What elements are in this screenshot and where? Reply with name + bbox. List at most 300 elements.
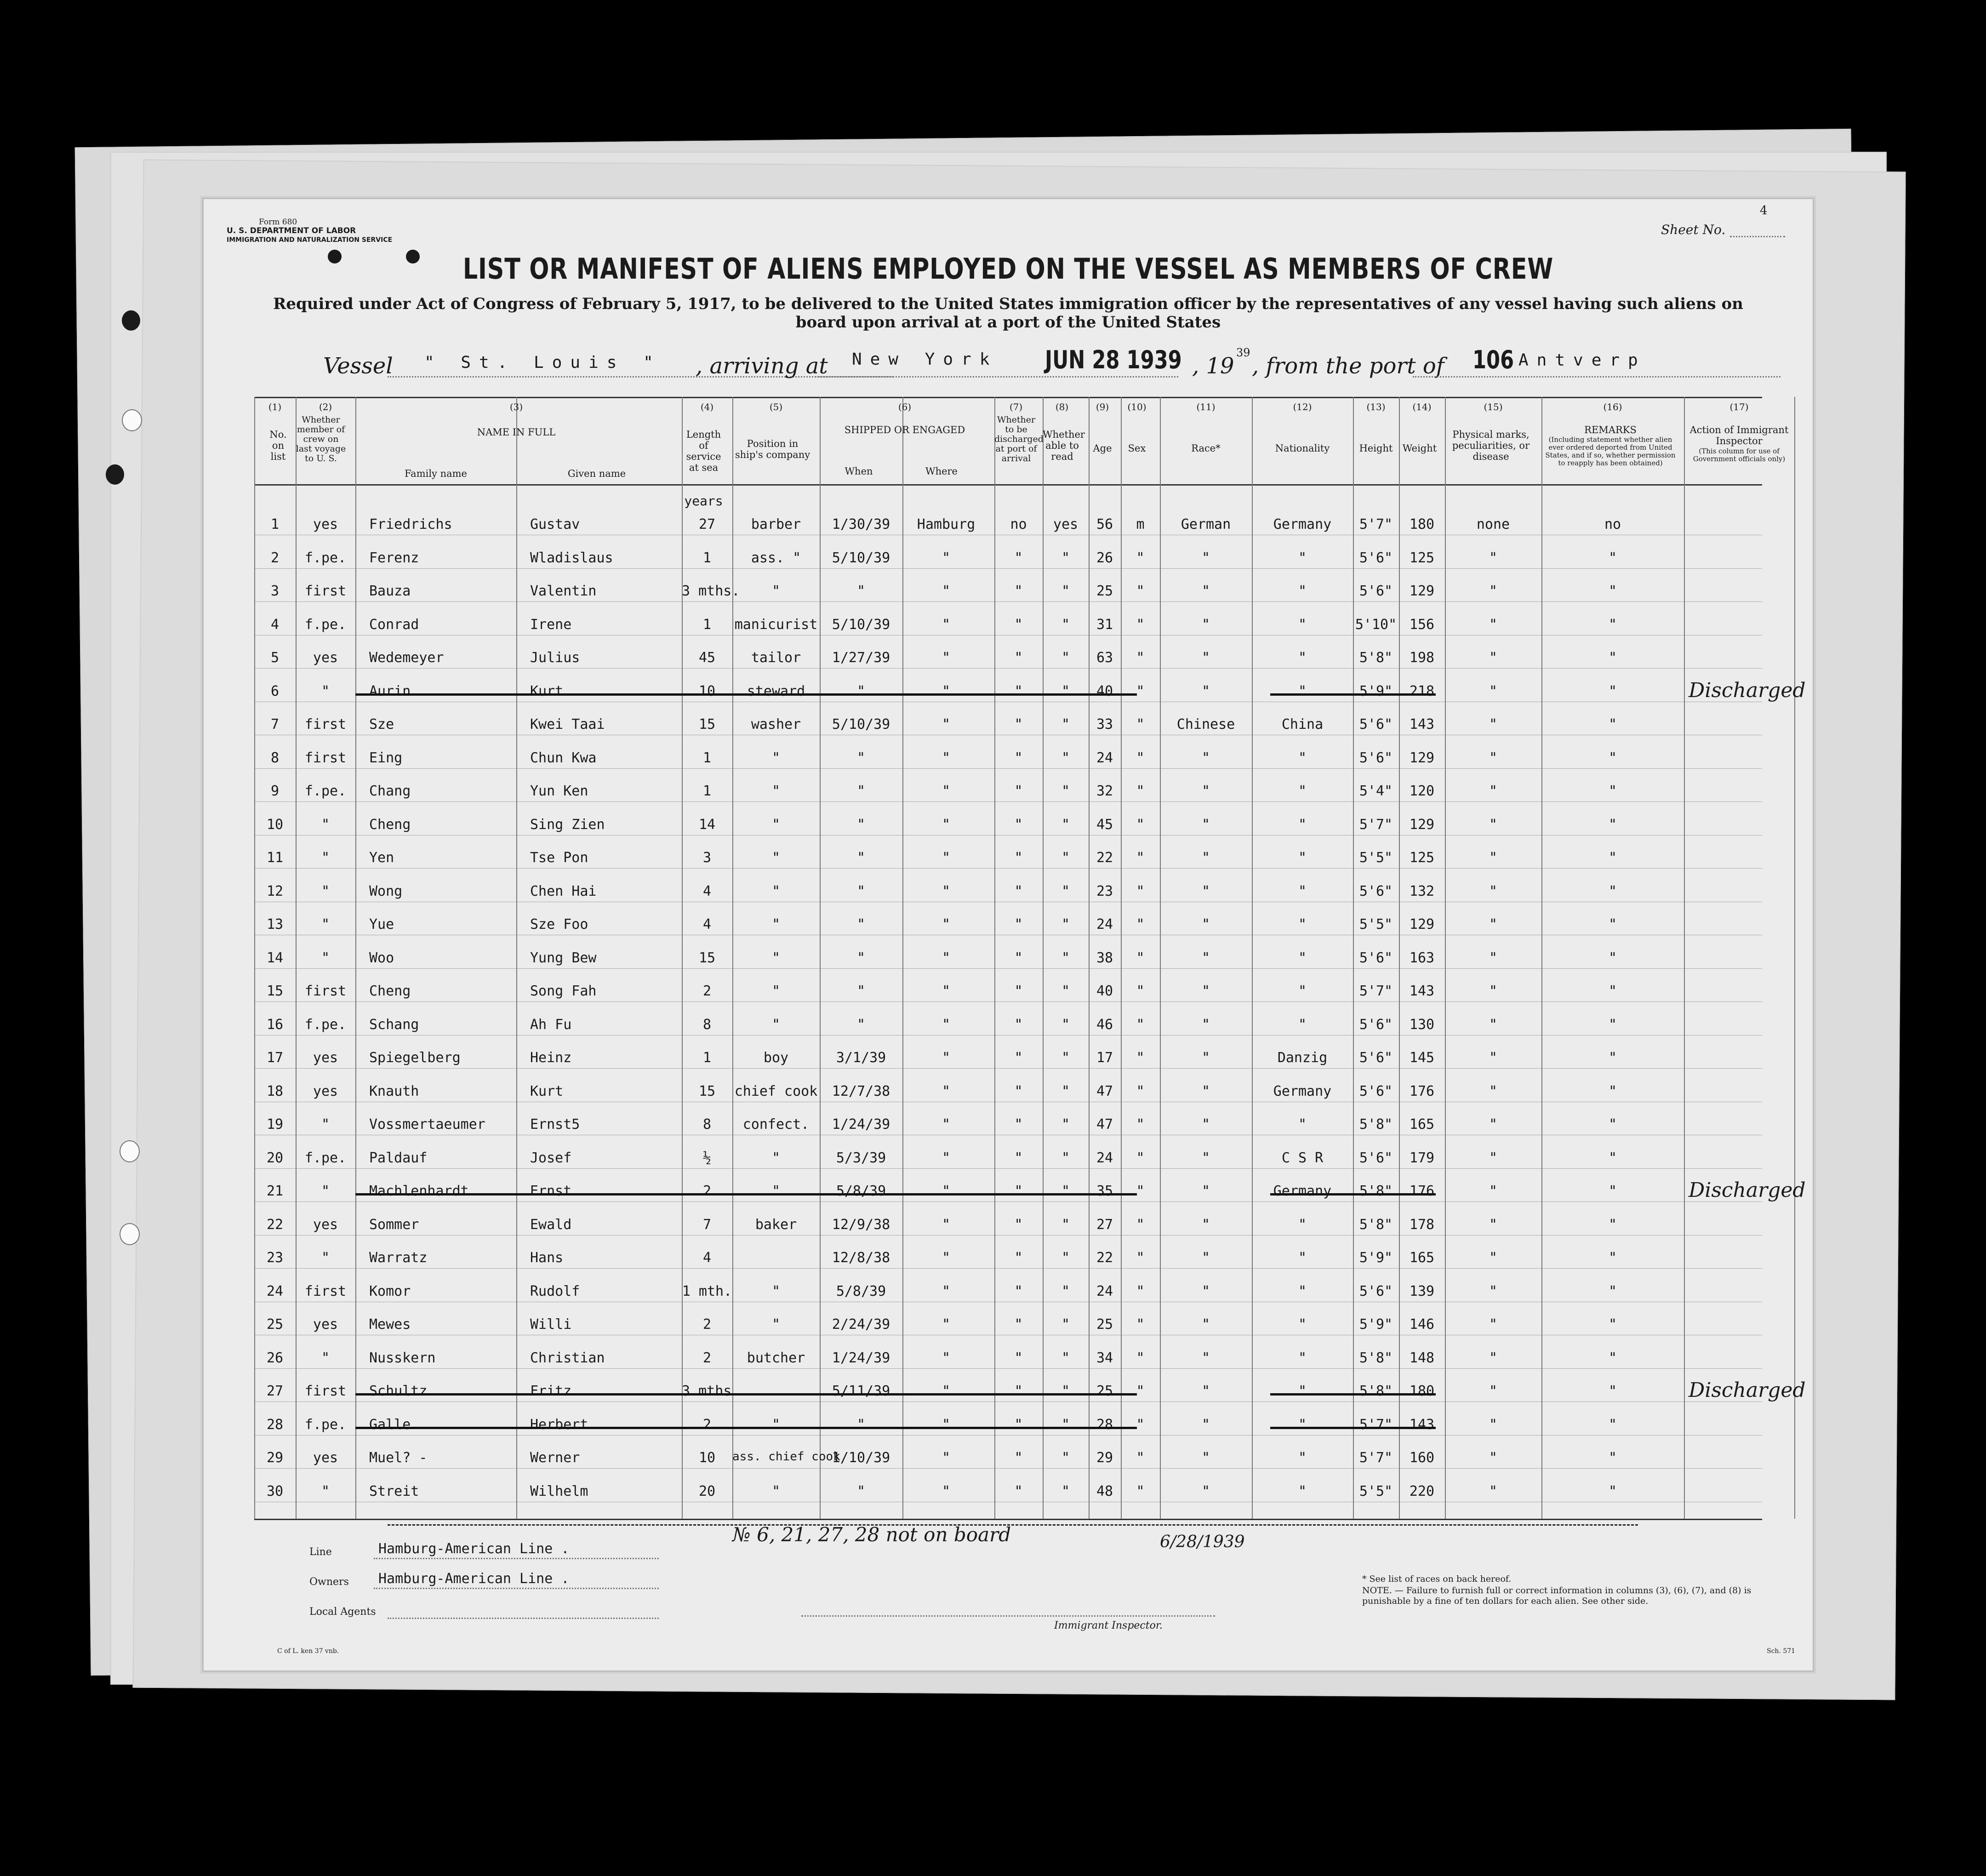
cell-when: 5/3/39	[836, 1150, 886, 1166]
cell-no: 9	[270, 783, 280, 799]
cell-no: 23	[266, 1250, 284, 1266]
cell-nat: "	[1298, 1450, 1307, 1466]
vessel-label: Vessel	[323, 353, 393, 379]
cell-race: "	[1201, 749, 1210, 766]
cell-no: 2	[270, 549, 280, 566]
cell-giv: Kurt	[530, 1083, 564, 1099]
cell-age: 25	[1096, 1316, 1113, 1333]
column-number: (17)	[1729, 401, 1749, 412]
column-number: (4)	[700, 401, 714, 412]
cell-when: 3/1/39	[836, 1050, 886, 1066]
cell-giv: Josef	[530, 1150, 572, 1166]
cell-read: "	[1061, 850, 1070, 866]
cell-sex: "	[1136, 1150, 1145, 1166]
cell-dis: "	[1014, 1283, 1023, 1299]
cell-ht: 5'6"	[1359, 583, 1393, 599]
header-shipped-or-engaged: SHIPPED OR ENGAGED	[844, 424, 965, 435]
header-given-name: Given name	[567, 468, 626, 479]
cell-pos: baker	[755, 1216, 797, 1233]
cell-sex: "	[1136, 1350, 1145, 1366]
cell-where: "	[942, 1383, 951, 1399]
cell-phys: "	[1489, 1116, 1498, 1132]
cell-phys: "	[1489, 1016, 1498, 1033]
cell-when: "	[856, 983, 866, 999]
cell-fam: Schang	[369, 1016, 419, 1033]
cell-where: "	[942, 1250, 951, 1266]
action-note: Discharged	[1689, 678, 1806, 702]
cell-m: first	[304, 1383, 347, 1399]
cell-race: "	[1201, 1016, 1210, 1033]
cell-wt: 165	[1409, 1116, 1435, 1132]
cell-fam: Woo	[369, 949, 394, 966]
local-agents-label: Local Agents	[309, 1606, 376, 1618]
cell-read: "	[1061, 1150, 1070, 1166]
cell-nat: "	[1298, 1316, 1307, 1333]
cell-rem: "	[1608, 1083, 1617, 1099]
cell-ht: 5'7"	[1359, 816, 1393, 833]
cell-phys: "	[1489, 783, 1498, 799]
cell-fam: Cheng	[369, 816, 411, 833]
cell-read: "	[1061, 650, 1070, 666]
strike-through	[355, 693, 1137, 696]
header-height: Height	[1359, 443, 1393, 454]
header-name-in-full: NAME IN FULL	[477, 427, 556, 438]
cell-age: 31	[1096, 616, 1113, 633]
cell-nat: C S R	[1281, 1150, 1324, 1166]
cell-svc: 2	[702, 1183, 712, 1199]
row-rule	[254, 1468, 1762, 1469]
column-number: (2)	[319, 401, 332, 412]
cell-sex: "	[1136, 1250, 1145, 1266]
column-number: (16)	[1603, 401, 1622, 412]
sheet-no-value: 4	[1760, 204, 1768, 217]
cell-nat: "	[1298, 1483, 1307, 1499]
cell-age: 28	[1096, 1416, 1113, 1433]
owners-value: Hamburg-American Line .	[378, 1571, 570, 1587]
header-remarks: REMARKS	[1584, 424, 1637, 435]
cell-nat: "	[1298, 1250, 1307, 1266]
inspector-label: Immigrant Inspector.	[1054, 1620, 1163, 1631]
cell-when: "	[856, 1016, 866, 1033]
cell-nat: "	[1298, 816, 1307, 833]
cell-nat: Germany	[1273, 516, 1332, 532]
cell-ht: 5'6"	[1359, 1050, 1393, 1066]
cell-no: 6	[270, 683, 280, 699]
column-number: (1)	[268, 401, 282, 412]
cell-read: "	[1061, 883, 1070, 899]
cell-phys: "	[1489, 883, 1498, 899]
cell-phys: "	[1489, 1216, 1498, 1233]
cell-dis: "	[1014, 1116, 1023, 1132]
cell-phys: "	[1489, 1250, 1498, 1266]
cell-dis: "	[1014, 683, 1023, 699]
cell-age: 35	[1096, 1183, 1113, 1199]
cell-sex: "	[1136, 683, 1145, 699]
cell-pos: "	[771, 949, 781, 966]
cell-fam: Chang	[369, 783, 411, 799]
cell-giv: Sing Zien	[530, 816, 605, 833]
cell-race: "	[1201, 549, 1210, 566]
cell-dis: "	[1014, 1016, 1023, 1033]
cell-svc: 2	[702, 1316, 712, 1333]
cell-giv: Song Fah	[530, 983, 597, 999]
strike-through	[1270, 1193, 1436, 1195]
cell-when: 12/7/38	[832, 1083, 890, 1099]
cell-race: "	[1201, 1150, 1210, 1166]
cell-read: "	[1061, 1416, 1070, 1433]
sheet-no-label: Sheet No.	[1661, 222, 1726, 237]
cell-rem: "	[1608, 850, 1617, 866]
cell-sex: "	[1136, 1216, 1145, 1233]
cell-where: "	[942, 749, 951, 766]
cell-phys: "	[1489, 949, 1498, 966]
cell-age: 48	[1096, 1483, 1113, 1499]
cell-wt: 179	[1409, 1150, 1435, 1166]
cell-wt: 132	[1409, 883, 1435, 899]
cell-rem: "	[1608, 549, 1617, 566]
cell-rem: "	[1608, 583, 1617, 599]
cell-no: 4	[270, 616, 280, 633]
cell-read: "	[1061, 916, 1070, 932]
cell-svc: 2	[702, 983, 712, 999]
cell-where: "	[942, 949, 951, 966]
cell-pos: "	[771, 1416, 781, 1433]
row-rule	[254, 968, 1762, 969]
cell-pos: "	[771, 916, 781, 932]
binder-hole	[122, 409, 142, 431]
cell-fam: Warratz	[369, 1250, 428, 1266]
cell-race: "	[1201, 850, 1210, 866]
header-discharged: Whether to be discharged at port of arrival	[994, 415, 1044, 463]
cell-dis: "	[1014, 1383, 1023, 1399]
cell-nat: "	[1298, 883, 1307, 899]
cell-svc: 8	[702, 1016, 712, 1033]
cell-fam: Muel? -	[369, 1450, 428, 1466]
cell-svc: 10	[698, 1450, 716, 1466]
cell-sex: "	[1136, 1416, 1145, 1433]
cell-nat: "	[1298, 1283, 1307, 1299]
cell-rem: "	[1608, 949, 1617, 966]
cell-wt: 143	[1409, 983, 1435, 999]
cell-nat: "	[1298, 783, 1307, 799]
cell-age: 40	[1096, 983, 1113, 999]
cell-phys: "	[1489, 1350, 1498, 1366]
cell-when: 1/24/39	[832, 1350, 890, 1366]
cell-m: yes	[313, 1050, 338, 1066]
cell-sex: "	[1136, 949, 1145, 966]
cell-ht: 5'6"	[1359, 883, 1393, 899]
strike-through	[1270, 1427, 1436, 1429]
cell-age: 23	[1096, 883, 1113, 899]
print-code-left: C of L. ken 37 vnb.	[277, 1647, 339, 1655]
row-rule	[254, 868, 1762, 869]
cell-phys: "	[1489, 1383, 1498, 1399]
cell-ht: 5'6"	[1359, 716, 1393, 732]
cell-nat: Germany	[1273, 1083, 1332, 1099]
cell-nat: "	[1298, 650, 1307, 666]
row-rule	[254, 1368, 1762, 1369]
header-age: Age	[1093, 443, 1112, 454]
cell-nat: Germany	[1273, 1183, 1332, 1199]
arriving-label: , arriving at	[696, 353, 828, 379]
cell-where: "	[942, 1050, 951, 1066]
header-action-note: (This column for use of Government officials only)	[1693, 447, 1786, 463]
cell-fam: Sommer	[369, 1216, 419, 1233]
cell-m: yes	[313, 1216, 338, 1233]
cell-svc: 4	[702, 916, 712, 932]
header-sex: Sex	[1128, 443, 1146, 454]
cell-ht: 5'6"	[1359, 1016, 1393, 1033]
cell-ht: 5'8"	[1359, 1116, 1393, 1132]
departure-port: Antverp	[1518, 351, 1646, 370]
cell-phys: "	[1489, 749, 1498, 766]
cell-svc: 45	[698, 650, 716, 666]
cell-where: "	[942, 1083, 951, 1099]
cell-m: f.pe.	[304, 1016, 347, 1033]
cell-sex: "	[1136, 983, 1145, 999]
cell-wt: 180	[1409, 1383, 1435, 1399]
cell-where: "	[942, 1416, 951, 1433]
cell-sex: "	[1136, 1450, 1145, 1466]
header-where: Where	[925, 466, 958, 477]
cell-nat: "	[1298, 916, 1307, 932]
cell-svc: 15	[698, 1083, 716, 1099]
cell-phys: "	[1489, 650, 1498, 666]
strike-through	[355, 1193, 1137, 1195]
cell-phys: "	[1489, 1150, 1498, 1166]
strike-through	[355, 1393, 1137, 1396]
form-number: Form 680	[259, 217, 297, 227]
cell-fam: Ferenz	[369, 549, 419, 566]
column-rule	[355, 397, 356, 1519]
cell-pos: washer	[751, 716, 801, 732]
cell-nat: Danzig	[1277, 1050, 1328, 1066]
cell-dis: "	[1014, 1250, 1023, 1266]
cell-age: 22	[1096, 850, 1113, 866]
cell-svc: 1	[702, 549, 712, 566]
cell-no: 15	[266, 983, 284, 999]
cell-giv: Yung Bew	[530, 949, 597, 966]
row-rule	[254, 1435, 1762, 1436]
cell-giv: Irene	[530, 616, 572, 633]
cell-fam: Knauth	[369, 1083, 419, 1099]
header-family-name: Family name	[405, 468, 467, 479]
cell-where: "	[942, 616, 951, 633]
cell-sex: "	[1136, 583, 1145, 599]
cell-phys: "	[1489, 850, 1498, 866]
cell-svc: 15	[698, 716, 716, 732]
cell-wt: 148	[1409, 1350, 1435, 1366]
cell-where: "	[942, 1116, 951, 1132]
cell-race: "	[1201, 1083, 1210, 1099]
cell-sex: "	[1136, 549, 1145, 566]
strike-through	[1270, 693, 1436, 696]
cell-fam: Yen	[369, 850, 394, 866]
cell-race: "	[1201, 816, 1210, 833]
cell-race: "	[1201, 583, 1210, 599]
cell-where: "	[942, 1183, 951, 1199]
cell-no: 26	[266, 1350, 284, 1366]
cell-m: "	[321, 850, 330, 866]
cell-phys: "	[1489, 716, 1498, 732]
header-length-of-service: Length of service at sea	[686, 429, 721, 473]
column-number: (5)	[769, 401, 783, 412]
cell-rem: "	[1608, 1050, 1617, 1066]
cell-when: 5/8/39	[836, 1283, 886, 1299]
cell-fam: Vossmertaeumer	[369, 1116, 485, 1132]
cell-wt: 163	[1409, 949, 1435, 966]
cell-race: "	[1201, 1216, 1210, 1233]
cell-age: 17	[1096, 1050, 1113, 1066]
column-number: (9)	[1096, 401, 1109, 412]
cell-dis: "	[1014, 883, 1023, 899]
cell-rem: "	[1608, 1283, 1617, 1299]
cell-nat: "	[1298, 749, 1307, 766]
cell-m: yes	[313, 650, 338, 666]
cell-ht: 5'4"	[1359, 783, 1393, 799]
cell-giv: Valentin	[530, 583, 597, 599]
cell-where: "	[942, 549, 951, 566]
cell-pos: "	[771, 1283, 781, 1299]
cell-nat: "	[1298, 1350, 1307, 1366]
cell-age: 38	[1096, 949, 1113, 966]
cell-m: "	[321, 883, 330, 899]
cell-wt: 146	[1409, 1316, 1435, 1333]
cell-svc: 14	[698, 816, 716, 833]
cell-pos: "	[771, 816, 781, 833]
cell-read: "	[1061, 1083, 1070, 1099]
cell-dis: "	[1014, 616, 1023, 633]
cell-m: "	[321, 1250, 330, 1266]
cell-wt: 125	[1409, 549, 1435, 566]
cell-age: 29	[1096, 1450, 1113, 1466]
cell-rem: "	[1608, 683, 1617, 699]
cell-rem: "	[1608, 1416, 1617, 1433]
cell-ht: 5'6"	[1359, 1283, 1393, 1299]
cell-m: first	[304, 583, 347, 599]
cell-no: 21	[266, 1183, 284, 1199]
row-rule	[254, 1001, 1762, 1002]
cell-ht: 5'9"	[1359, 683, 1393, 699]
cell-race: "	[1201, 650, 1210, 666]
cell-rem: "	[1608, 1450, 1617, 1466]
cell-ht: 5'8"	[1359, 1350, 1393, 1366]
cell-age: 47	[1096, 1116, 1113, 1132]
column-number: (6)	[898, 401, 912, 412]
cell-read: "	[1061, 1016, 1070, 1033]
cell-sex: "	[1136, 1316, 1145, 1333]
cell-phys: "	[1489, 1450, 1498, 1466]
service-unit: years	[684, 493, 723, 509]
cell-age: 34	[1096, 1350, 1113, 1366]
cell-dis: no	[1010, 516, 1027, 532]
cell-ht: 5'7"	[1359, 983, 1393, 999]
cell-race: "	[1201, 916, 1210, 932]
cell-read: "	[1061, 716, 1070, 732]
cell-race: "	[1201, 1350, 1210, 1366]
cell-rem: "	[1608, 883, 1617, 899]
cell-ht: 5'6"	[1359, 949, 1393, 966]
column-number: (15)	[1484, 401, 1503, 412]
cell-read: "	[1061, 1450, 1070, 1466]
cell-phys: "	[1489, 616, 1498, 633]
cell-ht: 5'8"	[1359, 1383, 1393, 1399]
cell-where: "	[942, 983, 951, 999]
cell-no: 11	[266, 850, 284, 866]
cell-m: "	[321, 1116, 330, 1132]
cell-age: 46	[1096, 1016, 1113, 1033]
cell-where: "	[942, 1016, 951, 1033]
cell-fam: Wong	[369, 883, 403, 899]
cell-m: yes	[313, 1450, 338, 1466]
cell-m: yes	[313, 1316, 338, 1333]
cell-giv: Fritz	[530, 1383, 572, 1399]
cell-ht: 5'10"	[1355, 616, 1397, 633]
cell-wt: 129	[1409, 916, 1435, 932]
strike-through	[1270, 1393, 1436, 1396]
cell-rem: "	[1608, 1016, 1617, 1033]
cell-giv: Yun Ken	[530, 783, 588, 799]
cell-sex: "	[1136, 1116, 1145, 1132]
cell-wt: 165	[1409, 1250, 1435, 1266]
cell-age: 24	[1096, 1283, 1113, 1299]
cell-giv: Ernst	[530, 1183, 572, 1199]
cell-m: "	[321, 816, 330, 833]
cell-sex: "	[1136, 1083, 1145, 1099]
cell-age: 45	[1096, 816, 1113, 833]
cell-rem: "	[1608, 1216, 1617, 1233]
cell-no: 16	[266, 1016, 284, 1033]
cell-m: "	[321, 683, 330, 699]
cell-ht: 5'6"	[1359, 549, 1393, 566]
cell-m: first	[304, 716, 347, 732]
line-label: Line	[309, 1546, 332, 1558]
cell-read: "	[1061, 1316, 1070, 1333]
binder-hole	[120, 1140, 140, 1162]
cell-race: "	[1201, 1183, 1210, 1199]
cell-when: 12/8/38	[832, 1250, 890, 1266]
cell-where: "	[942, 883, 951, 899]
cell-read: "	[1061, 1250, 1070, 1266]
cell-read: "	[1061, 1216, 1070, 1233]
header-nationality: Nationality	[1275, 443, 1330, 454]
cell-pos: steward	[747, 683, 805, 699]
cell-dis: "	[1014, 650, 1023, 666]
cell-read: "	[1061, 683, 1070, 699]
cell-pos: "	[771, 749, 781, 766]
cell-no: 30	[266, 1483, 284, 1499]
cell-svc: 1	[702, 616, 712, 633]
cell-fam: Bauza	[369, 583, 411, 599]
cell-age: 47	[1096, 1083, 1113, 1099]
document-subtitle: Required under Act of Congress of February 5, 1917, to be delivered to the United States immigration officer by the representatives of any vessel having such aliens on board upon arrival at a port of the United States	[273, 295, 1743, 332]
cell-wt: 220	[1409, 1483, 1435, 1499]
cell-dis: "	[1014, 1150, 1023, 1166]
cell-sex: "	[1136, 1483, 1145, 1499]
cell-svc: 20	[698, 1483, 716, 1499]
cell-dis: "	[1014, 949, 1023, 966]
cell-where: "	[942, 916, 951, 932]
cell-giv: Wladislaus	[530, 549, 613, 566]
cell-ht: 5'5"	[1359, 850, 1393, 866]
cell-sex: "	[1136, 850, 1145, 866]
handwritten-discharge-note: № 6, 21, 27, 28 not on board	[732, 1523, 1011, 1546]
owners-label: Owners	[309, 1576, 349, 1588]
cell-ht: 5'8"	[1359, 1216, 1393, 1233]
cell-fam: Spiegelberg	[369, 1050, 461, 1066]
cell-dis: "	[1014, 916, 1023, 932]
cell-nat: "	[1298, 616, 1307, 633]
